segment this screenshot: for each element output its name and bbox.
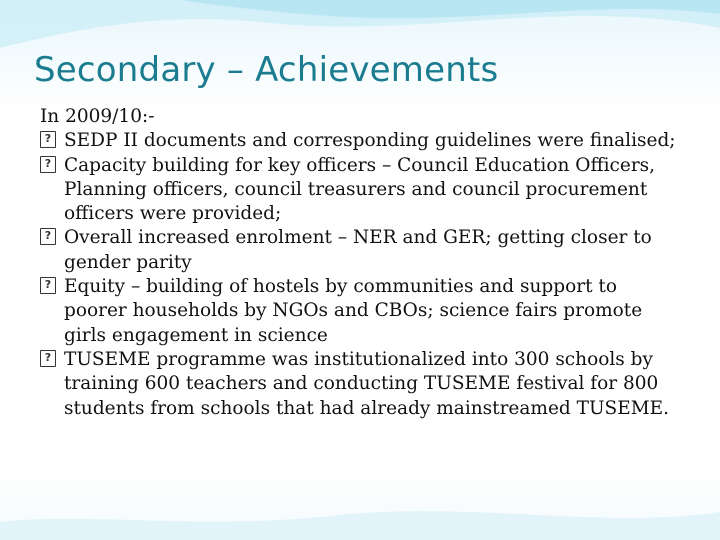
list-item <box>40 348 680 421</box>
slide-body <box>40 105 680 421</box>
list-item <box>40 154 680 227</box>
list-item <box>40 129 680 153</box>
missing-glyph-box-icon <box>40 228 56 245</box>
slide-title: Secondary – Achievements <box>34 50 499 90</box>
missing-glyph-box-icon <box>40 156 56 173</box>
missing-glyph-box-icon <box>40 277 56 294</box>
list-item <box>40 275 680 348</box>
list-item-text: SEDP II documents and corresponding guidelines were finalised; <box>64 130 676 152</box>
list-item-text: TUSEME programme was institutionalized into 300 schools by training 600 teachers and conducting TUSEME festival for 800 students from schools that had already mainstreamed TUSEME. <box>64 348 670 419</box>
bottom-swoosh-shape <box>0 511 720 540</box>
list-item-text: Overall increased enrolment – NER and GER; getting closer to gender parity <box>64 227 652 273</box>
list-item <box>40 226 680 275</box>
list-item-text: Capacity building for key officers – Council Education Officers, Planning officers, council treasurers and council procurement officers were provided; <box>64 154 656 225</box>
missing-glyph-box-icon <box>40 350 56 367</box>
intro-text: In 2009/10:- <box>40 106 155 127</box>
list-item-text: Equity – building of hostels by communities and support to poorer households by NGOs and CBOs; science fairs promote girls engagement in science <box>64 276 643 346</box>
achievement-list <box>40 129 680 421</box>
missing-glyph-box-icon <box>40 131 56 148</box>
